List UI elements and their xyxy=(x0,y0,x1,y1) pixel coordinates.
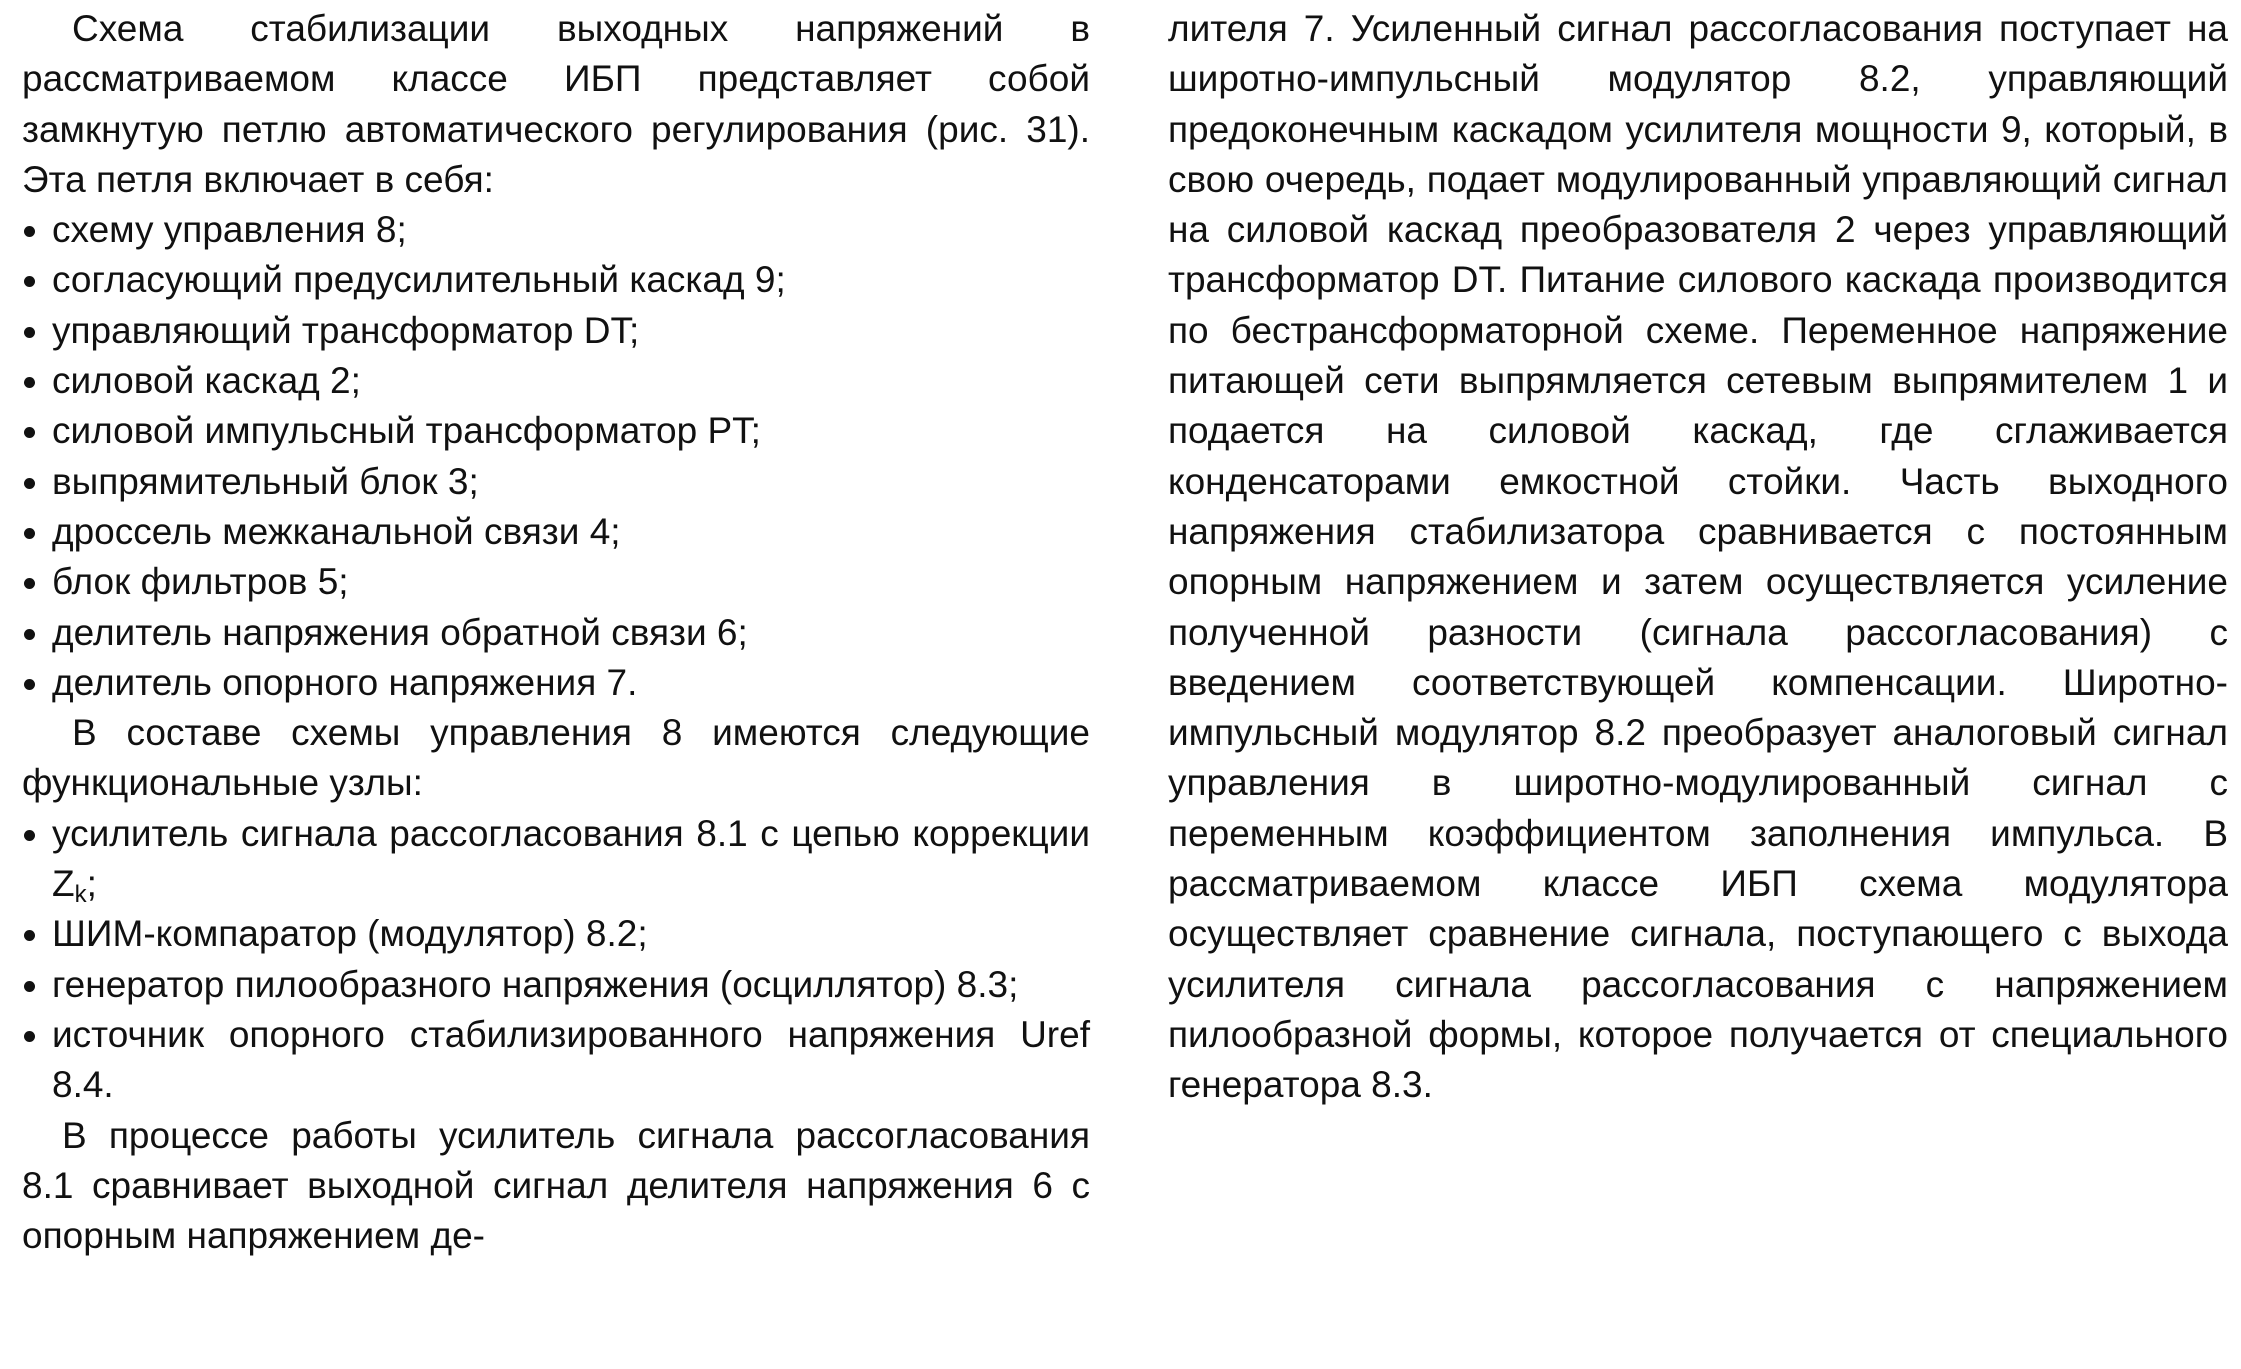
bullet-icon xyxy=(24,578,35,589)
control-intro-paragraph: В составе схемы управления 8 имеются следующие функциональные узлы: xyxy=(22,712,1090,804)
list-item: блок фильтров 5; xyxy=(22,557,1090,607)
intro-paragraph: Схема стабилизации выходных напряжений в рассматриваемом классе ИБП представляет собой замкнутую петлю автоматического регулирования (рис. 31). Эта петля включает в себя: xyxy=(22,8,1090,200)
bullet-icon xyxy=(24,528,35,539)
list-item: усилитель сигнала рассогласования 8.1 с цепью коррекции $Z_k$; xyxy=(22,809,1090,910)
bullet-icon xyxy=(24,1031,35,1042)
bullet-icon xyxy=(24,679,35,690)
bullet-icon xyxy=(24,327,35,338)
list-item: схему управления 8; xyxy=(22,205,1090,255)
bullet-icon xyxy=(24,629,35,640)
subscript-k: k xyxy=(74,881,87,909)
right-column xyxy=(1168,4,2228,1111)
process-paragraph: В процессе работы усилитель сигнала рассогласования 8.1 сравнивает выходной сигнал делителя напряжения 6 с опорным напряжением де- xyxy=(22,1114,1090,1257)
list-item: дроссель межканальной связи 4; xyxy=(22,507,1090,557)
list-item: делитель напряжения обратной связи 6; xyxy=(22,608,1090,658)
bullet-icon xyxy=(24,930,35,941)
bullet-icon xyxy=(24,276,35,287)
list-item: управляющий трансформатор DT; xyxy=(22,306,1090,356)
bullet-icon xyxy=(24,377,35,388)
continuation-paragraph: лителя 7. Усиленный сигнал рассогласования поступает на широтно-импульсный модулятор 8.2, управляющий предоконечным каскадом усилителя мощности 9, который, в свою очередь, подает модулированный управляющий сигнал на силовой каскад преобразователя 2 через управляющий трансформатор DT. Питание силового каскада производится по бестрансформаторной схеме. Переменное напряжение питающей сети выпрямляется сетевым выпрямителем 1 и подается на силовой каскад, где сглаживается конденсаторами емкостной стойки. Часть выходного напряжения стабилизатора сравнивается с постоянным опорным напряжением и затем осуществляется усиление полученной разности (сигнала рассогласования) с введением соответствующей компенсации. Широтно-импульсный модулятор 8.2 преобразует аналоговый сигнал управления в широтно-модулированный сигнал с переменным коэффициентом заполнения импульса. В рассматриваемом классе ИБП схема модулятора осуществляет сравнение сигнала, поступающего с выхода усилителя сигнала рассогласования с напряжением пилообразной формы, которое получается от специального генератора 8.3. xyxy=(1168,8,2228,1106)
list-item: согласующий предусилительный каскад 9; xyxy=(22,255,1090,305)
bullet-icon xyxy=(24,226,35,237)
loop-component-list xyxy=(22,205,1090,708)
bullet-icon xyxy=(24,981,35,992)
list-item: силовой каскад 2; xyxy=(22,356,1090,406)
control-unit-list xyxy=(22,809,1090,1111)
list-item: генератор пилообразного напряжения (осциллятор) 8.3; xyxy=(22,960,1090,1010)
bullet-icon xyxy=(24,427,35,438)
list-item: силовой импульсный трансформатор PT; xyxy=(22,406,1090,456)
list-item: выпрямительный блок 3; xyxy=(22,457,1090,507)
left-column xyxy=(22,4,1090,1261)
bullet-icon xyxy=(24,478,35,489)
list-item: источник опорного стабилизированного напряжения Uref 8.4. xyxy=(22,1010,1090,1111)
list-item: делитель опорного напряжения 7. xyxy=(22,658,1090,708)
bullet-icon xyxy=(24,830,35,841)
list-item: ШИМ-компаратор (модулятор) 8.2; xyxy=(22,909,1090,959)
